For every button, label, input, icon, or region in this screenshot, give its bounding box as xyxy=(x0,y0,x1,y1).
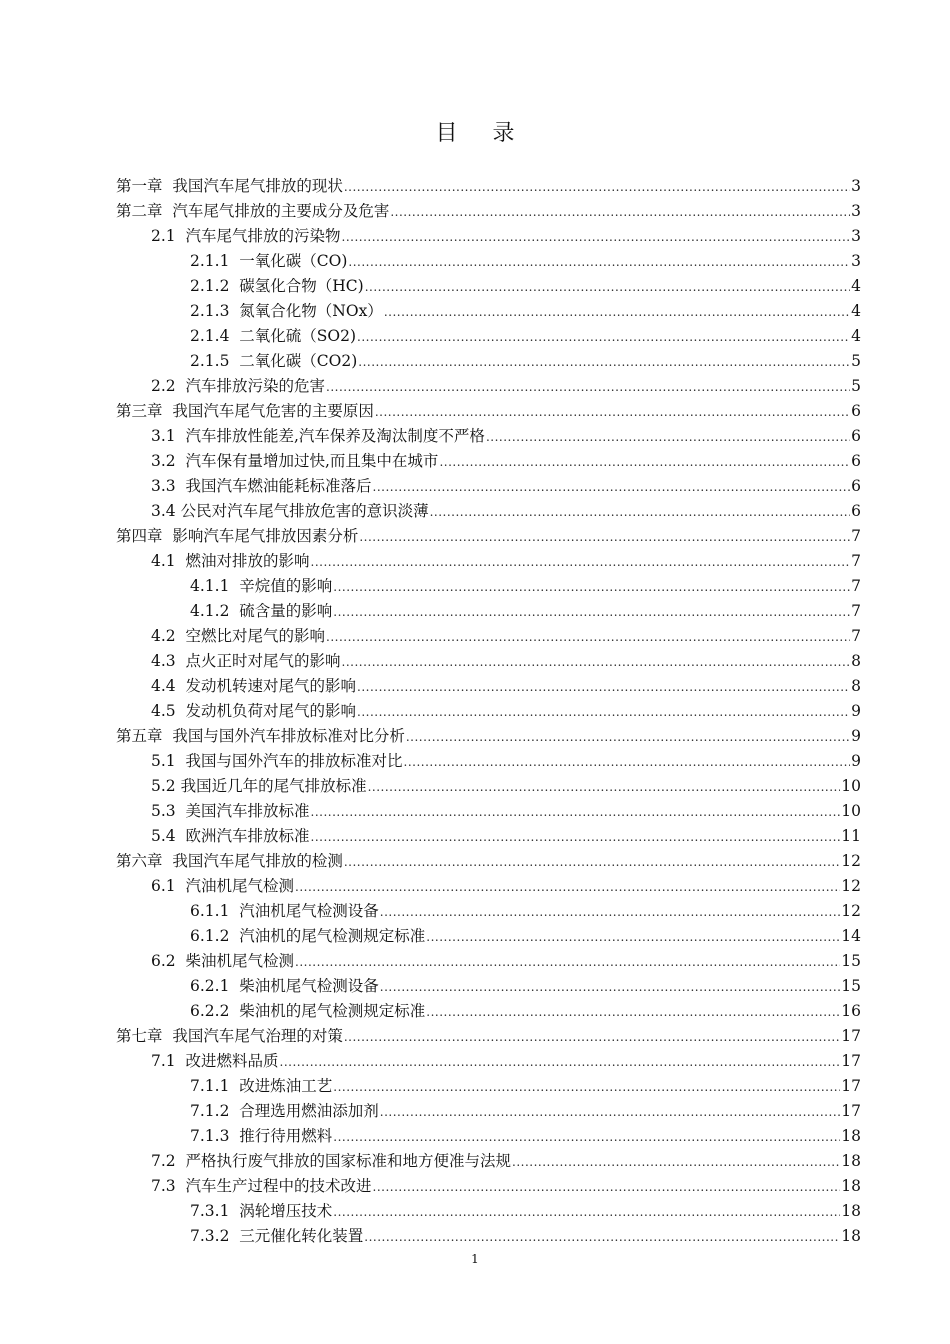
toc-entry-title: 第七章 我国汽车尾气治理的对策 xyxy=(116,1027,343,1045)
toc-entry-page: 7 xyxy=(851,577,861,595)
dot-leader xyxy=(375,400,850,425)
toc-entry[interactable] xyxy=(116,399,861,424)
toc-entry[interactable] xyxy=(116,1124,861,1149)
toc-entry[interactable] xyxy=(116,699,861,724)
toc-entry-title: 2.1 汽车尾气排放的污染物 xyxy=(151,227,341,245)
toc-entry[interactable] xyxy=(116,874,861,899)
dot-leader xyxy=(426,1000,840,1025)
toc-entry-page: 17 xyxy=(841,1052,861,1070)
toc-entry-title: 6.1.2 汽油机的尾气检测规定标准 xyxy=(190,927,426,945)
toc-entry-page: 7 xyxy=(851,602,861,620)
toc-entry-page: 15 xyxy=(841,952,861,970)
toc-entry[interactable] xyxy=(116,299,861,324)
toc-entry-title: 7.1.1 改进炼油工艺 xyxy=(190,1077,333,1095)
toc-entry-title: 5.3 美国汽车排放标准 xyxy=(151,802,310,820)
dot-leader xyxy=(365,275,850,300)
toc-entry-title: 2.1.2 碳氢化合物（HC) xyxy=(190,277,364,295)
toc-entry-title: 2.2 汽车排放污染的危害 xyxy=(151,377,326,395)
dot-leader xyxy=(439,450,850,475)
toc-entry[interactable] xyxy=(116,349,861,374)
toc-entry[interactable] xyxy=(116,899,861,924)
toc-entry-title: 4.1.2 硫含量的影响 xyxy=(190,602,333,620)
toc-entry[interactable] xyxy=(116,824,861,849)
dot-leader xyxy=(342,650,850,675)
dot-leader xyxy=(295,950,840,975)
toc-entry[interactable] xyxy=(116,449,861,474)
toc-entry[interactable] xyxy=(116,974,861,999)
toc-entry-title: 5.4 欧洲汽车排放标准 xyxy=(151,827,310,845)
toc-entry-page: 15 xyxy=(841,977,861,995)
dot-leader xyxy=(326,625,850,650)
toc-entry-title: 4.1.1 辛烷值的影响 xyxy=(190,577,333,595)
toc-entry-title: 7.3.1 涡轮增压技术 xyxy=(190,1202,333,1220)
toc-entry-page: 3 xyxy=(851,177,861,195)
toc-entry-page: 18 xyxy=(841,1227,861,1245)
toc-entry-page: 8 xyxy=(851,652,861,670)
table-of-contents xyxy=(116,174,861,1249)
dot-leader xyxy=(333,1075,840,1100)
dot-leader xyxy=(311,550,850,575)
toc-entry-title: 2.1.5 二氧化碳（CO2) xyxy=(190,352,358,370)
dot-leader xyxy=(486,425,850,450)
toc-entry-title: 5.2 我国近几年的尾气排放标准 xyxy=(151,777,367,795)
toc-entry-page: 12 xyxy=(841,902,861,920)
toc-entry-page: 6 xyxy=(851,402,861,420)
toc-entry-title: 7.1 改进燃料品质 xyxy=(151,1052,279,1070)
toc-entry-page: 11 xyxy=(841,827,861,845)
toc-entry-page: 10 xyxy=(841,802,861,820)
toc-entry-page: 6 xyxy=(851,427,861,445)
dot-leader xyxy=(344,175,850,200)
dot-leader xyxy=(390,200,850,225)
toc-entry-page: 3 xyxy=(851,227,861,245)
toc-entry-title: 5.1 我国与国外汽车的排放标准对比 xyxy=(151,752,403,770)
toc-entry-page: 12 xyxy=(841,877,861,895)
toc-entry-title: 第五章 我国与国外汽车排放标准对比分析 xyxy=(116,727,405,745)
dot-leader xyxy=(384,300,850,325)
toc-entry-page: 9 xyxy=(851,727,861,745)
toc-entry-title: 7.1.3 推行待用燃料 xyxy=(190,1127,333,1145)
toc-entry-page: 5 xyxy=(851,352,861,370)
dot-leader xyxy=(357,675,850,700)
toc-entry-page: 7 xyxy=(851,527,861,545)
toc-entry-page: 12 xyxy=(841,852,861,870)
toc-entry-page: 18 xyxy=(841,1177,861,1195)
toc-entry-page: 7 xyxy=(851,552,861,570)
toc-entry[interactable] xyxy=(116,774,861,799)
dot-leader xyxy=(280,1050,841,1075)
toc-entry-title: 4.3 点火正时对尾气的影响 xyxy=(151,652,341,670)
toc-entry[interactable] xyxy=(116,424,861,449)
toc-entry-page: 18 xyxy=(841,1152,861,1170)
toc-entry[interactable] xyxy=(116,749,861,774)
toc-entry[interactable] xyxy=(116,1099,861,1124)
dot-leader xyxy=(358,350,850,375)
toc-entry-title: 第二章 汽车尾气排放的主要成分及危害 xyxy=(116,202,390,220)
dot-leader xyxy=(426,925,840,950)
toc-entry-title: 3.3 我国汽车燃油能耗标准落后 xyxy=(151,477,372,495)
toc-entry[interactable] xyxy=(116,674,861,699)
toc-entry[interactable] xyxy=(116,524,861,549)
dot-leader xyxy=(342,225,850,250)
toc-entry-title: 2.1.4 二氧化硫（SO2) xyxy=(190,327,357,345)
toc-entry-title: 4.1 燃油对排放的影响 xyxy=(151,552,310,570)
dot-leader xyxy=(404,750,850,775)
toc-entry-title: 第六章 我国汽车尾气排放的检测 xyxy=(116,852,343,870)
toc-entry-title: 2.1.1 一氧化碳（CO) xyxy=(190,252,348,270)
toc-entry[interactable] xyxy=(116,599,861,624)
toc-entry-page: 14 xyxy=(841,927,861,945)
toc-entry-page: 8 xyxy=(851,677,861,695)
toc-entry-title: 第四章 影响汽车尾气排放因素分析 xyxy=(116,527,359,545)
toc-entry[interactable] xyxy=(116,574,861,599)
toc-entry-page: 17 xyxy=(841,1102,861,1120)
toc-entry[interactable] xyxy=(116,474,861,499)
toc-entry[interactable] xyxy=(116,224,861,249)
toc-entry[interactable] xyxy=(116,374,861,399)
toc-entry[interactable] xyxy=(116,724,861,749)
toc-entry-title: 4.5 发动机负荷对尾气的影响 xyxy=(151,702,357,720)
dot-leader xyxy=(357,325,850,350)
dot-leader xyxy=(512,1150,840,1175)
toc-entry-page: 4 xyxy=(851,327,861,345)
dot-leader xyxy=(333,600,850,625)
toc-entry[interactable] xyxy=(116,174,861,199)
dot-leader xyxy=(368,775,841,800)
toc-entry[interactable] xyxy=(116,1074,861,1099)
toc-entry[interactable] xyxy=(116,199,861,224)
dot-leader xyxy=(359,525,850,550)
dot-leader xyxy=(344,850,840,875)
toc-entry-page: 9 xyxy=(851,702,861,720)
toc-entry-title: 第一章 我国汽车尾气排放的现状 xyxy=(116,177,343,195)
toc-entry[interactable] xyxy=(116,549,861,574)
page-number: 1 xyxy=(471,1252,479,1266)
toc-entry-title: 3.1 汽车排放性能差,汽车保养及淘汰制度不严格 xyxy=(151,427,485,445)
toc-entry-title: 6.1.1 汽油机尾气检测设备 xyxy=(190,902,379,920)
toc-entry[interactable] xyxy=(116,1024,861,1049)
toc-entry-page: 16 xyxy=(841,1002,861,1020)
dot-leader xyxy=(357,700,850,725)
dot-leader xyxy=(348,250,850,275)
toc-entry-page: 6 xyxy=(851,477,861,495)
toc-entry[interactable] xyxy=(116,1199,861,1224)
toc-entry-title: 2.1.3 氮氧合化物（NOx） xyxy=(190,302,383,320)
toc-entry-page: 4 xyxy=(851,277,861,295)
toc-entry[interactable] xyxy=(116,949,861,974)
toc-entry-title: 3.4 公民对汽车尾气排放危害的意识淡薄 xyxy=(151,502,429,520)
toc-entry[interactable] xyxy=(116,1049,861,1074)
toc-entry-page: 6 xyxy=(851,452,861,470)
toc-entry-page: 10 xyxy=(841,777,861,795)
toc-entry[interactable] xyxy=(116,1224,861,1249)
toc-entry-page: 9 xyxy=(851,752,861,770)
toc-entry[interactable] xyxy=(116,849,861,874)
toc-entry-page: 18 xyxy=(841,1127,861,1145)
toc-entry-title: 7.3.2 三元催化转化装置 xyxy=(190,1227,364,1245)
toc-entry[interactable] xyxy=(116,499,861,524)
toc-entry-page: 4 xyxy=(851,302,861,320)
toc-entry[interactable] xyxy=(116,1149,861,1174)
toc-entry[interactable] xyxy=(116,324,861,349)
dot-leader xyxy=(311,825,841,850)
dot-leader xyxy=(380,975,840,1000)
dot-leader xyxy=(430,500,850,525)
toc-entry-title: 7.1.2 合理选用燃油添加剂 xyxy=(190,1102,379,1120)
toc-entry-page: 6 xyxy=(851,502,861,520)
dot-leader xyxy=(326,375,850,400)
toc-entry[interactable] xyxy=(116,274,861,299)
toc-entry-title: 7.2 严格执行废气排放的国家标准和地方便准与法规 xyxy=(151,1152,512,1170)
toc-entry-page: 17 xyxy=(841,1027,861,1045)
dot-leader xyxy=(406,725,850,750)
toc-entry[interactable] xyxy=(116,1174,861,1199)
toc-entry[interactable] xyxy=(116,999,861,1024)
dot-leader xyxy=(333,1200,840,1225)
toc-entry[interactable] xyxy=(116,649,861,674)
dot-leader xyxy=(364,1225,840,1250)
dot-leader xyxy=(295,875,840,900)
toc-entry-title: 7.3 汽车生产过程中的技术改进 xyxy=(151,1177,372,1195)
toc-entry-title: 第三章 我国汽车尾气危害的主要原因 xyxy=(116,402,374,420)
toc-entry-page: 17 xyxy=(841,1077,861,1095)
toc-entry[interactable] xyxy=(116,249,861,274)
dot-leader xyxy=(333,575,850,600)
dot-leader xyxy=(373,1175,841,1200)
toc-entry-title: 4.4 发动机转速对尾气的影响 xyxy=(151,677,357,695)
toc-entry-page: 18 xyxy=(841,1202,861,1220)
dot-leader xyxy=(373,475,850,500)
toc-entry-page: 7 xyxy=(851,627,861,645)
dot-leader xyxy=(311,800,841,825)
toc-entry-title: 3.2 汽车保有量增加过快,而且集中在城市 xyxy=(151,452,439,470)
toc-entry-title: 4.2 空燃比对尾气的影响 xyxy=(151,627,326,645)
toc-entry-title: 6.2.1 柴油机尾气检测设备 xyxy=(190,977,379,995)
toc-entry-title: 6.2 柴油机尾气检测 xyxy=(151,952,295,970)
page-title: 目 录 xyxy=(435,121,529,146)
toc-entry-title: 6.2.2 柴油机的尾气检测规定标准 xyxy=(190,1002,426,1020)
toc-entry[interactable] xyxy=(116,624,861,649)
toc-entry-page: 3 xyxy=(851,202,861,220)
toc-entry-page: 5 xyxy=(851,377,861,395)
dot-leader xyxy=(344,1025,840,1050)
dot-leader xyxy=(380,1100,840,1125)
toc-entry[interactable] xyxy=(116,924,861,949)
toc-entry[interactable] xyxy=(116,799,861,824)
dot-leader xyxy=(333,1125,840,1150)
dot-leader xyxy=(380,900,840,925)
toc-entry-page: 3 xyxy=(851,252,861,270)
toc-entry-title: 6.1 汽油机尾气检测 xyxy=(151,877,295,895)
